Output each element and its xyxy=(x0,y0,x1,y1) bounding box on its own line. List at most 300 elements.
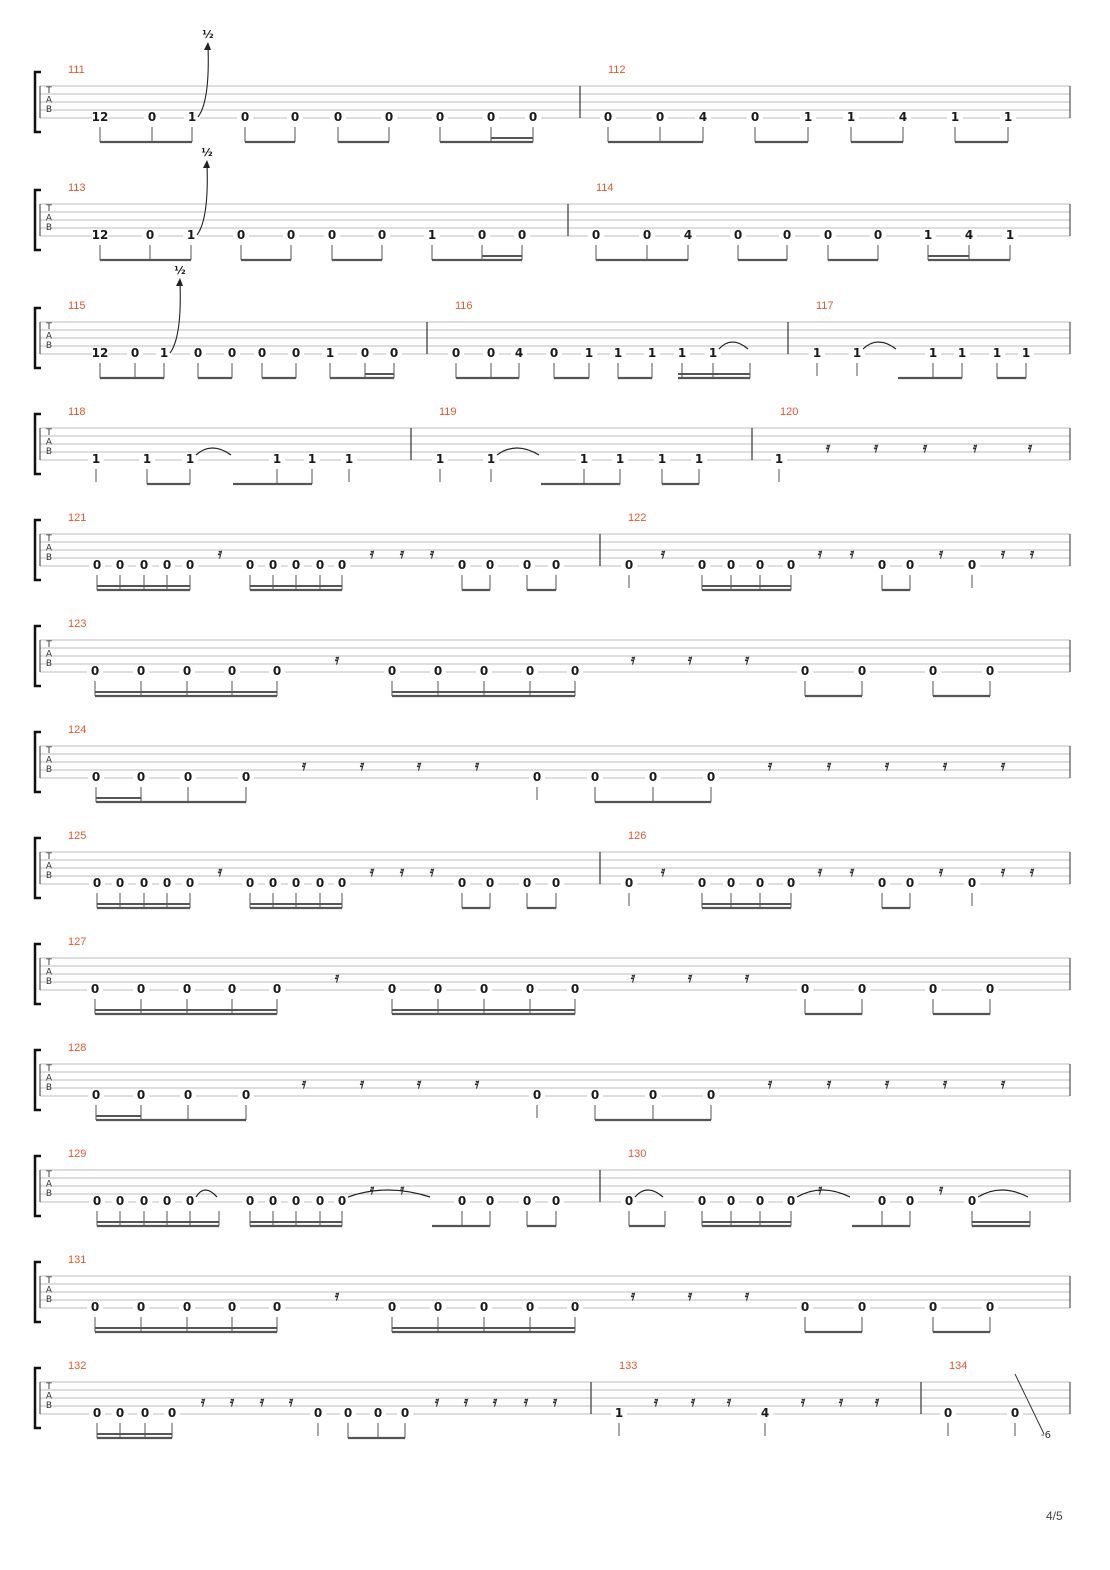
fret-number: 1 xyxy=(928,346,938,360)
tab-clef-letter: T xyxy=(46,428,52,438)
fret-number: 12 xyxy=(91,110,109,124)
fret-number: 0 xyxy=(457,558,467,572)
fret-number: 0 xyxy=(183,770,193,784)
fret-number: 0 xyxy=(227,346,237,360)
rest-symbol: 𝄿 xyxy=(817,546,823,562)
fret-number: 0 xyxy=(479,664,489,678)
fret-number: 0 xyxy=(551,1194,561,1208)
rest-symbol: 𝄿 xyxy=(660,546,666,562)
fret-number: 0 xyxy=(726,1194,736,1208)
rest-symbol: 𝄿 xyxy=(938,864,944,880)
fret-number: 0 xyxy=(245,1194,255,1208)
fret-number: 1 xyxy=(307,452,317,466)
fret-number: 4 xyxy=(683,228,693,242)
rest-symbol: 𝄿 xyxy=(942,758,948,774)
rest-symbol: 𝄿 xyxy=(229,1394,235,1410)
rest-symbol: 𝄿 xyxy=(767,1076,773,1092)
fret-number: 0 xyxy=(92,1194,102,1208)
rest-symbol: 𝄿 xyxy=(334,652,340,668)
fret-number: 0 xyxy=(115,876,125,890)
rest-symbol: 𝄿 xyxy=(874,1394,880,1410)
rest-symbol: 𝄿 xyxy=(359,758,365,774)
rest-symbol: 𝄿 xyxy=(334,1288,340,1304)
rest-symbol: 𝄿 xyxy=(217,864,223,880)
fret-number: 0 xyxy=(857,664,867,678)
bend-curve xyxy=(198,46,208,117)
fret-number: 1 xyxy=(344,452,354,466)
fret-number: 0 xyxy=(136,664,146,678)
fret-number: 4 xyxy=(898,110,908,124)
rest-symbol: 𝄿 xyxy=(1029,864,1035,880)
fret-number: 0 xyxy=(485,558,495,572)
fret-number: 0 xyxy=(333,110,343,124)
dip-line xyxy=(1015,1374,1044,1434)
measure xyxy=(621,512,1035,590)
fret-number: 0 xyxy=(337,876,347,890)
rest-symbol: 𝄿 xyxy=(399,546,405,562)
tab-clef-letter: T xyxy=(46,1064,52,1074)
tab-clef-letter: A xyxy=(45,1391,53,1402)
fret-number: 0 xyxy=(985,664,995,678)
fret-number: 0 xyxy=(905,1194,915,1208)
rest-symbol: 𝄿 xyxy=(463,1394,469,1410)
rest-symbol: 𝄿 xyxy=(690,1394,696,1410)
fret-number: 0 xyxy=(245,876,255,890)
measure xyxy=(68,1042,1006,1120)
fret-number: 0 xyxy=(272,982,282,996)
fret-number: 0 xyxy=(130,346,140,360)
fret-number: 1 xyxy=(486,452,496,466)
fret-number: 1 xyxy=(579,452,589,466)
fret-number: 1 xyxy=(708,346,718,360)
rest-symbol: 𝄿 xyxy=(653,1394,659,1410)
fret-number: 0 xyxy=(928,982,938,996)
rest-symbol: 𝄿 xyxy=(301,1076,307,1092)
fret-number: 0 xyxy=(257,346,267,360)
bend-amount-label: ½ xyxy=(174,264,186,277)
fret-number: 4 xyxy=(698,110,708,124)
measure xyxy=(68,618,998,696)
fret-number: 0 xyxy=(291,1194,301,1208)
fret-number: 1 xyxy=(950,110,960,124)
fret-number: 0 xyxy=(291,558,301,572)
fret-number: 0 xyxy=(525,1300,535,1314)
fret-number: 1 xyxy=(957,346,967,360)
fret-number: 0 xyxy=(551,876,561,890)
fret-number: 0 xyxy=(655,110,665,124)
measure xyxy=(68,264,402,378)
measure xyxy=(68,1254,998,1332)
rest-symbol: 𝄿 xyxy=(429,546,435,562)
fret-number: 0 xyxy=(387,1300,397,1314)
fret-number: 0 xyxy=(91,770,101,784)
rest-symbol: 𝄿 xyxy=(1000,758,1006,774)
fret-number: 1 xyxy=(435,452,445,466)
rest-symbol: 𝄿 xyxy=(217,546,223,562)
tab-clef-letter: B xyxy=(45,341,53,351)
fret-number: 0 xyxy=(590,770,600,784)
fret-number: 0 xyxy=(115,1194,125,1208)
fret-number: 0 xyxy=(967,876,977,890)
tab-clef-letter: B xyxy=(45,977,53,987)
fret-number: 0 xyxy=(877,1194,887,1208)
fret-number: 1 xyxy=(1005,228,1015,242)
measure xyxy=(68,28,541,142)
fret-number: 0 xyxy=(800,1300,810,1314)
measure-number: 113 xyxy=(68,182,86,194)
measure xyxy=(621,830,1035,908)
measure-number: 111 xyxy=(68,64,85,76)
rest-symbol: 𝄿 xyxy=(416,1076,422,1092)
fret-number: 0 xyxy=(532,770,542,784)
fret-number: 0 xyxy=(291,346,301,360)
fret-number: 0 xyxy=(268,558,278,572)
fret-number: 0 xyxy=(528,110,538,124)
measure-number: 121 xyxy=(68,512,87,524)
fret-number: 0 xyxy=(227,1300,237,1314)
tab-clef-letter: A xyxy=(45,1285,53,1296)
fret-number: 1 xyxy=(615,452,625,466)
fret-number: 0 xyxy=(877,558,887,572)
fret-number: 0 xyxy=(522,558,532,572)
fret-number: 0 xyxy=(272,664,282,678)
rest-symbol: 𝄿 xyxy=(416,758,422,774)
fret-number: 0 xyxy=(313,1406,323,1420)
measure xyxy=(588,182,1018,260)
fret-number: 0 xyxy=(517,228,527,242)
fret-number: 0 xyxy=(315,558,325,572)
bend-arrow xyxy=(197,146,213,235)
measure xyxy=(68,512,564,590)
tab-clef-letter: A xyxy=(45,543,53,554)
measure xyxy=(448,300,750,378)
fret-number: 0 xyxy=(800,982,810,996)
tab-clef-letter: A xyxy=(45,1179,53,1190)
staff-system xyxy=(35,512,1070,590)
fret-number: 0 xyxy=(241,1088,251,1102)
fret-number: 0 xyxy=(136,1300,146,1314)
fret-number: 0 xyxy=(185,558,195,572)
fret-number: 0 xyxy=(570,982,580,996)
tab-clef-letter: A xyxy=(45,95,53,106)
rest-symbol: 𝄿 xyxy=(825,440,831,456)
fret-number: 0 xyxy=(928,664,938,678)
rest-symbol: 𝄿 xyxy=(200,1394,206,1410)
fret-number: 0 xyxy=(268,876,278,890)
rest-symbol: 𝄿 xyxy=(334,970,340,986)
fret-number: 1 xyxy=(1021,346,1031,360)
fret-number: 0 xyxy=(136,770,146,784)
rest-symbol: 𝄿 xyxy=(687,652,693,668)
fret-number: 0 xyxy=(182,664,192,678)
fret-number: 0 xyxy=(479,1300,489,1314)
tab-clef-letter: T xyxy=(46,1170,52,1180)
fret-number: 0 xyxy=(136,982,146,996)
bend-curve xyxy=(197,164,207,235)
fret-number: 0 xyxy=(457,876,467,890)
fret-number: 0 xyxy=(245,558,255,572)
fret-number: 1 xyxy=(185,452,195,466)
fret-number: 1 xyxy=(325,346,335,360)
fret-number: 1 xyxy=(812,346,822,360)
tab-clef-letter: A xyxy=(45,755,53,766)
fret-number: 0 xyxy=(236,228,246,242)
rest-symbol: 𝄿 xyxy=(1029,546,1035,562)
page-number: 4/5 xyxy=(1046,1509,1063,1523)
rest-symbol: 𝄿 xyxy=(1000,546,1006,562)
fret-number: 0 xyxy=(227,664,237,678)
fret-number: 0 xyxy=(755,558,765,572)
fret-number: 0 xyxy=(433,982,443,996)
bend-arrow xyxy=(198,28,214,117)
tab-clef-letter: B xyxy=(45,765,53,775)
rest-symbol: 𝄿 xyxy=(800,1394,806,1410)
measure xyxy=(68,1148,564,1226)
fret-number: 1 xyxy=(992,346,1002,360)
fret-number: 0 xyxy=(387,982,397,996)
rest-symbol: 𝄿 xyxy=(826,1076,832,1092)
fret-number: 0 xyxy=(873,228,883,242)
fret-number: 1 xyxy=(852,346,862,360)
fret-number: 0 xyxy=(486,110,496,124)
fret-number: 0 xyxy=(193,346,203,360)
bend-arrowhead xyxy=(176,278,183,286)
measure-number: 115 xyxy=(68,300,86,312)
staff-system xyxy=(35,1254,1070,1332)
fret-number: 0 xyxy=(648,770,658,784)
rest-symbol: 𝄿 xyxy=(938,546,944,562)
fret-number: 0 xyxy=(315,1194,325,1208)
fret-number: 1 xyxy=(803,110,813,124)
fret-number: 1 xyxy=(923,228,933,242)
rest-symbol: 𝄿 xyxy=(523,1394,529,1410)
tab-clef-letter: B xyxy=(45,871,53,881)
fret-number: 0 xyxy=(624,876,634,890)
measure-number: 123 xyxy=(68,618,87,630)
fret-number: 0 xyxy=(451,346,461,360)
fret-number: 0 xyxy=(985,1300,995,1314)
measure xyxy=(68,830,564,908)
measure-number: 119 xyxy=(439,406,457,418)
staff-system xyxy=(35,406,1070,484)
fret-number: 0 xyxy=(315,876,325,890)
rest-symbol: 𝄿 xyxy=(492,1394,498,1410)
rest-symbol: 𝄿 xyxy=(687,970,693,986)
fret-number: 0 xyxy=(182,982,192,996)
measure-number: 128 xyxy=(68,1042,87,1054)
measure xyxy=(809,300,1034,378)
fret-number: 0 xyxy=(697,558,707,572)
fret-number: 0 xyxy=(185,876,195,890)
fret-number: 1 xyxy=(614,1406,624,1420)
fret-number: 0 xyxy=(1010,1406,1020,1420)
fret-number: 0 xyxy=(786,1194,796,1208)
rest-symbol: 𝄿 xyxy=(359,1076,365,1092)
fret-number: 4 xyxy=(514,346,524,360)
fret-number: 0 xyxy=(90,664,100,678)
measure-number: 114 xyxy=(596,182,614,194)
measure xyxy=(600,64,1016,142)
fret-number: 1 xyxy=(159,346,169,360)
staff-system xyxy=(35,936,1070,1014)
tab-clef-letter: B xyxy=(45,1083,53,1093)
fret-number: 0 xyxy=(360,346,370,360)
fret-number: 0 xyxy=(457,1194,467,1208)
measure xyxy=(68,146,530,260)
fret-number: 1 xyxy=(187,110,197,124)
measure xyxy=(68,724,1006,802)
fret-number: 1 xyxy=(1003,110,1013,124)
fret-number: 0 xyxy=(162,876,172,890)
rest-symbol: 𝄿 xyxy=(660,864,666,880)
tab-clef-letter: A xyxy=(45,437,53,448)
fret-number: 0 xyxy=(750,110,760,124)
rest-symbol: 𝄿 xyxy=(474,758,480,774)
rest-symbol: 𝄿 xyxy=(838,1394,844,1410)
fret-number: 0 xyxy=(92,1406,102,1420)
measure-number: 130 xyxy=(628,1148,647,1160)
tab-clef-letter: A xyxy=(45,213,53,224)
fret-number: 0 xyxy=(522,1194,532,1208)
rest-symbol: 𝄿 xyxy=(552,1394,558,1410)
fret-number: 0 xyxy=(549,346,559,360)
measure xyxy=(68,406,357,484)
rest-symbol: 𝄿 xyxy=(1000,864,1006,880)
fret-number: 0 xyxy=(905,558,915,572)
tab-clef-letter: A xyxy=(45,649,53,660)
tab-clef-letter: T xyxy=(46,1276,52,1286)
fret-number: 0 xyxy=(943,1406,953,1420)
rest-symbol: 𝄿 xyxy=(434,1394,440,1410)
fret-number: 0 xyxy=(387,664,397,678)
measure-number: 127 xyxy=(68,936,87,948)
rest-symbol: 𝄿 xyxy=(744,970,750,986)
fret-number: 0 xyxy=(479,982,489,996)
rest-symbol: 𝄿 xyxy=(259,1394,265,1410)
fret-number: 0 xyxy=(240,110,250,124)
rest-symbol: 𝄿 xyxy=(767,758,773,774)
rest-symbol: 𝄿 xyxy=(687,1288,693,1304)
rest-symbol: 𝄿 xyxy=(474,1076,480,1092)
rest-symbol: 𝄿 xyxy=(301,758,307,774)
tab-clef-letter: T xyxy=(46,640,52,650)
fret-number: 0 xyxy=(726,876,736,890)
fret-number: 0 xyxy=(603,110,613,124)
fret-number: 4 xyxy=(964,228,974,242)
fret-number: 0 xyxy=(90,1300,100,1314)
dip-amount-label: -6 xyxy=(1041,1430,1051,1441)
measure xyxy=(68,1360,558,1438)
rest-symbol: 𝄿 xyxy=(399,1182,405,1198)
bend-amount-label: ½ xyxy=(202,28,214,41)
fret-number: 0 xyxy=(905,876,915,890)
rest-symbol: 𝄿 xyxy=(922,440,928,456)
fret-number: 0 xyxy=(272,1300,282,1314)
staff-system xyxy=(35,830,1070,908)
tab-clef-letter: T xyxy=(46,746,52,756)
rest-symbol: 𝄿 xyxy=(817,864,823,880)
fret-number: 0 xyxy=(477,228,487,242)
tab-clef-letter: A xyxy=(45,1073,53,1084)
rest-symbol: 𝄿 xyxy=(429,864,435,880)
fret-number: 0 xyxy=(286,228,296,242)
fret-number: 0 xyxy=(485,876,495,890)
fret-number: 0 xyxy=(291,876,301,890)
tab-clef-letter: B xyxy=(45,1189,53,1199)
staff-system xyxy=(35,1148,1070,1226)
rest-symbol: 𝄿 xyxy=(826,758,832,774)
fret-number: 1 xyxy=(694,452,704,466)
fret-number: 0 xyxy=(162,558,172,572)
rest-symbol: 𝄿 xyxy=(938,1182,944,1198)
fret-number: 0 xyxy=(591,228,601,242)
fret-number: 0 xyxy=(92,558,102,572)
tab-clef-letter: B xyxy=(45,223,53,233)
fret-number: 1 xyxy=(91,452,101,466)
bend-arrowhead xyxy=(203,160,210,168)
measure-number: 116 xyxy=(455,300,473,312)
fret-number: 0 xyxy=(139,1194,149,1208)
fret-number: 1 xyxy=(657,452,667,466)
fret-number: 0 xyxy=(486,346,496,360)
tab-clef-letter: B xyxy=(45,659,53,669)
tab-clef-letter: B xyxy=(45,447,53,457)
tab-clef-letter: T xyxy=(46,852,52,862)
fret-number: 0 xyxy=(327,228,337,242)
fret-number: 0 xyxy=(532,1088,542,1102)
fret-number: 0 xyxy=(928,1300,938,1314)
fret-number: 0 xyxy=(140,1406,150,1420)
rest-symbol: 𝄿 xyxy=(849,546,855,562)
fret-number: 0 xyxy=(185,1194,195,1208)
fret-number: 0 xyxy=(268,1194,278,1208)
fret-number: 0 xyxy=(400,1406,410,1420)
tab-clef-letter: A xyxy=(45,861,53,872)
measure-number: 124 xyxy=(68,724,87,736)
rest-symbol: 𝄿 xyxy=(1027,440,1033,456)
fret-number: 0 xyxy=(967,1194,977,1208)
fret-number: 0 xyxy=(433,664,443,678)
fret-number: 0 xyxy=(90,982,100,996)
fret-number: 0 xyxy=(433,1300,443,1314)
bend-arrow xyxy=(170,264,186,353)
fret-number: 0 xyxy=(877,876,887,890)
fret-number: 0 xyxy=(782,228,792,242)
fret-number: 0 xyxy=(136,1088,146,1102)
fret-number: 1 xyxy=(584,346,594,360)
rest-symbol: 𝄿 xyxy=(399,864,405,880)
fret-number: 0 xyxy=(435,110,445,124)
fret-number: 0 xyxy=(755,1194,765,1208)
rest-symbol: 𝄿 xyxy=(972,440,978,456)
rest-symbol: 𝄿 xyxy=(369,1182,375,1198)
measure-number: 134 xyxy=(949,1360,968,1372)
tab-clef-letter: B xyxy=(45,553,53,563)
fret-number: 0 xyxy=(522,876,532,890)
measure-number: 118 xyxy=(68,406,86,418)
rest-symbol: 𝄿 xyxy=(288,1394,294,1410)
rest-symbol: 𝄿 xyxy=(873,440,879,456)
measure xyxy=(940,1360,1051,1441)
fret-number: 12 xyxy=(91,346,109,360)
fret-number: 12 xyxy=(91,228,109,242)
tab-clef-letter: T xyxy=(46,86,52,96)
tab-clef-letter: B xyxy=(45,105,53,115)
fret-number: 0 xyxy=(733,228,743,242)
fret-number: 0 xyxy=(139,558,149,572)
fret-number: 0 xyxy=(786,876,796,890)
fret-number: 0 xyxy=(384,110,394,124)
